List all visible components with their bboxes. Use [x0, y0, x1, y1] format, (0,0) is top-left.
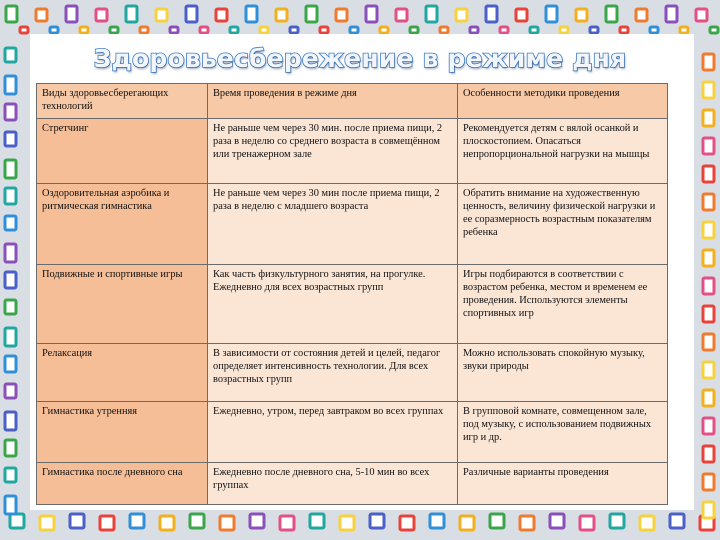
decorative-square	[696, 9, 707, 21]
decorative-square	[636, 9, 647, 21]
decorative-square	[160, 516, 174, 530]
decorative-square	[5, 104, 16, 120]
decorative-square	[703, 166, 714, 182]
table-header-row	[37, 84, 668, 119]
decorative-square	[6, 6, 17, 22]
decorative-square	[550, 514, 564, 528]
decorative-square	[170, 27, 178, 33]
technology-cell: Гимнастика после дневного сна	[37, 462, 208, 504]
decorative-square	[430, 514, 444, 528]
decorative-square	[516, 9, 527, 21]
method-cell: Рекомендуется детям с вялой осанкой и плоскостопием. Опасаться непропорциональной нагрузки на мышцы	[458, 119, 668, 184]
decorative-square	[610, 514, 624, 528]
time-cell: Ежедневно, утром, перед завтраком во всех группах	[208, 402, 458, 462]
decorative-square	[703, 222, 714, 238]
decorative-square	[186, 6, 197, 22]
header-technology-type: Виды здоровьесберегающих технологий	[37, 84, 208, 119]
decorative-square	[5, 356, 16, 372]
decorative-square	[230, 27, 238, 33]
method-cell: Можно использовать спокойную музыку, звуки природы	[458, 344, 668, 402]
decorative-square	[5, 76, 16, 94]
decorative-square	[490, 514, 504, 528]
decorative-square	[290, 27, 298, 33]
decorative-square	[560, 27, 568, 33]
decorative-square	[100, 516, 114, 530]
table-row	[37, 119, 668, 184]
decorative-square	[306, 6, 317, 22]
decorative-square	[126, 6, 137, 22]
decorative-square	[5, 300, 16, 314]
decorative-square	[96, 9, 107, 21]
technologies-table	[36, 83, 668, 505]
decorative-square	[703, 278, 714, 294]
decorative-square	[456, 9, 467, 21]
decorative-square	[246, 6, 257, 22]
decorative-square	[703, 194, 714, 210]
decorative-square	[440, 27, 448, 33]
decorative-square	[340, 516, 354, 530]
method-cell: В групповой комнате, совмещенном зале, под музыку, с использованием подвижных игр и др.	[458, 402, 668, 462]
decorative-square	[703, 82, 714, 98]
decorative-square	[530, 27, 538, 33]
decorative-square	[380, 27, 388, 33]
decorative-square	[650, 27, 658, 33]
decorative-square	[703, 306, 714, 322]
decorative-square	[520, 516, 534, 530]
decorative-square	[400, 516, 414, 530]
decorative-square	[20, 27, 28, 33]
decorative-square	[250, 514, 264, 528]
decorative-square	[703, 250, 714, 266]
decorative-square	[703, 446, 714, 462]
decorative-square	[703, 390, 714, 406]
decorative-square	[710, 27, 718, 33]
table-row	[37, 264, 668, 343]
decorative-square	[546, 6, 557, 22]
technology-cell: Стретчинг	[37, 119, 208, 184]
decorative-square	[670, 514, 684, 528]
decorative-square	[396, 9, 407, 21]
decorative-square	[703, 334, 714, 350]
decorative-square	[500, 27, 508, 33]
time-cell: Ежедневно после дневного сна, 5-10 мин во всех группах	[208, 462, 458, 504]
technology-cell: Подвижные и спортивные игры	[37, 264, 208, 343]
decorative-square	[36, 9, 47, 21]
decorative-square	[703, 474, 714, 490]
decorative-square	[703, 502, 714, 518]
decorative-square	[5, 160, 16, 178]
decorative-square	[5, 328, 16, 346]
decorative-square	[5, 188, 16, 204]
decorative-square	[80, 27, 88, 33]
decorative-square	[590, 27, 598, 33]
decorative-square	[216, 9, 227, 21]
decorative-square	[310, 514, 324, 528]
decorative-square	[320, 27, 328, 33]
decorative-square	[410, 27, 418, 33]
decorative-square	[220, 516, 234, 530]
decorative-square	[680, 27, 688, 33]
decorative-square	[10, 514, 24, 528]
decorative-square	[5, 216, 16, 230]
header-method-features: Особенности методики проведения	[458, 84, 668, 119]
decorative-square	[703, 138, 714, 154]
table-row	[37, 462, 668, 504]
decorative-square	[606, 6, 617, 22]
decorative-square	[366, 6, 377, 22]
decorative-square	[5, 496, 16, 514]
time-cell: В зависимости от состояния детей и целей, педагог определяет интенсивность технологии. Для всех возрастных групп	[208, 344, 458, 402]
decorative-square	[140, 27, 148, 33]
decorative-square	[5, 468, 16, 482]
table-row	[37, 184, 668, 264]
decorative-square	[5, 440, 16, 456]
header-time-in-schedule: Время проведения в режиме дня	[208, 84, 458, 119]
decorative-square	[580, 516, 594, 530]
decorative-square	[66, 6, 77, 22]
time-cell: Не раньше чем через 30 мин после приема пищи, 2 раза в неделю с младшего возраста	[208, 184, 458, 264]
decorative-square	[50, 27, 58, 33]
technology-cell: Гимнастика утренняя	[37, 402, 208, 462]
decorative-square	[703, 110, 714, 126]
technology-cell: Оздоровительная аэробика и ритмическая гимнастика	[37, 184, 208, 264]
decorative-square	[426, 6, 437, 22]
decorative-square	[5, 132, 16, 146]
decorative-square	[110, 27, 118, 33]
decorative-square	[350, 27, 358, 33]
decorative-square	[130, 514, 144, 528]
table-row	[37, 344, 668, 402]
decorative-square	[260, 27, 268, 33]
decorative-square	[666, 6, 677, 22]
decorative-square	[280, 516, 294, 530]
page-title: Здоровьесбережение в режиме дня	[93, 44, 627, 73]
decorative-square	[5, 384, 16, 398]
decorative-square	[470, 27, 478, 33]
decorative-square	[486, 6, 497, 22]
decorative-square	[70, 514, 84, 528]
time-cell: Не раньше чем через 30 мин. после приема пищи, 2 раза в неделю со среднего возраста в совмещённом или тренажерном зале	[208, 119, 458, 184]
decorative-square	[200, 27, 208, 33]
method-cell: Различные варианты проведения	[458, 462, 668, 504]
decorative-square	[5, 244, 16, 262]
method-cell: Обратить внимание на художественную ценность, величину физической нагрузки и ее соразмерность возрастным показателям ребенка	[458, 184, 668, 264]
decorative-square	[190, 514, 204, 528]
time-cell: Как часть физкультурного занятия, на прогулке. Ежедневно для всех возрастных групп	[208, 264, 458, 343]
decorative-square	[370, 514, 384, 528]
decorative-square	[640, 516, 654, 530]
decorative-square	[620, 27, 628, 33]
decorative-square	[336, 9, 347, 21]
method-cell: Игры подбираются в соответствии с возрастом ребенка, местом и временем ее проведения. Используются элементы спортивных игр	[458, 264, 668, 343]
decorative-square	[5, 272, 16, 288]
decorative-square	[703, 418, 714, 434]
decorative-square	[703, 362, 714, 378]
decorative-square	[156, 9, 167, 21]
technology-cell: Релаксация	[37, 344, 208, 402]
table-row	[37, 402, 668, 462]
decorative-square	[40, 516, 54, 530]
decorative-square	[460, 516, 474, 530]
decorative-square	[576, 9, 587, 21]
decorative-square	[5, 412, 16, 430]
decorative-square	[276, 9, 287, 21]
